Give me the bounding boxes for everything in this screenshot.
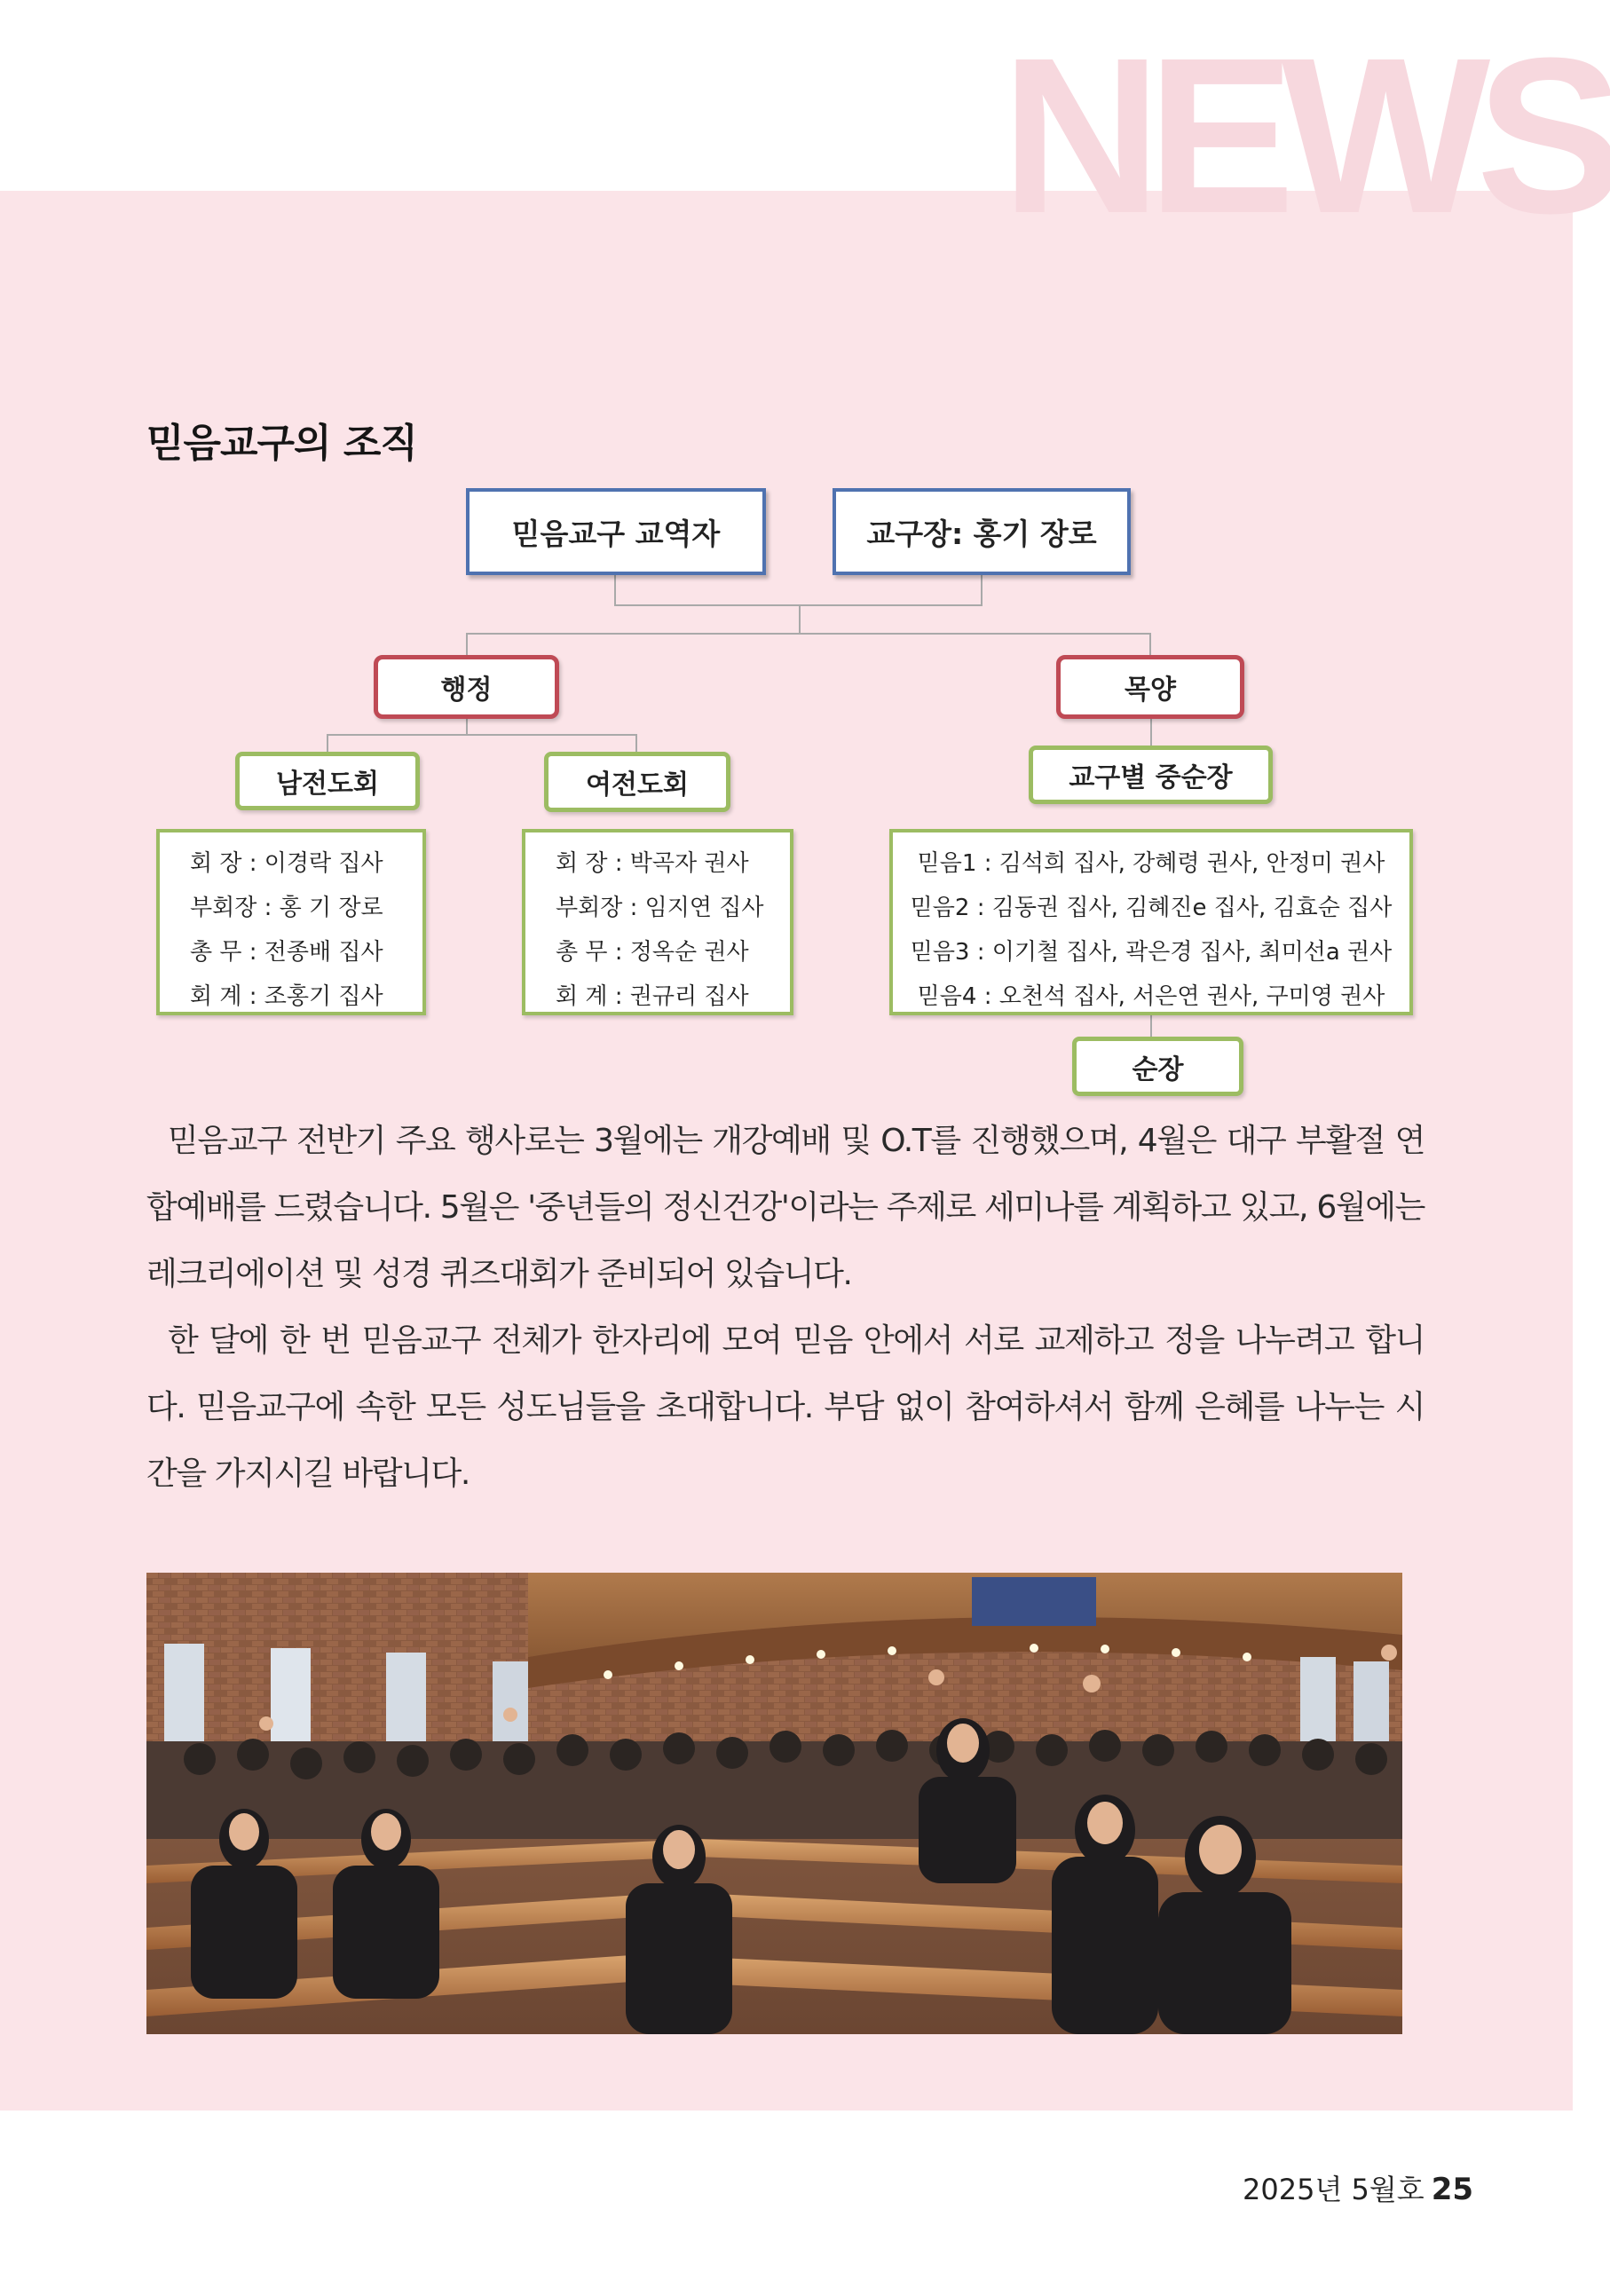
org-chart [0, 0, 1573, 1109]
connector-line [981, 575, 983, 605]
member-row: 부회장 : 홍 기 장로 [190, 895, 383, 921]
group-row: 믿음4 : 오천석 집사, 서은연 권사, 구미영 권사 [917, 983, 1385, 1010]
congregation-photo [146, 1573, 1402, 2034]
connector-line [635, 734, 637, 753]
connector-line [466, 717, 468, 735]
womens-mission-members [522, 829, 793, 1015]
womens-mission-box: 여전도회 [544, 752, 730, 812]
footer [1243, 2167, 1474, 2208]
pastor-box: 믿음교구 교역자 [466, 488, 766, 575]
cell-leader-box: 순장 [1072, 1037, 1243, 1096]
group-leaders-box: 교구별 중순장 [1029, 746, 1273, 804]
connector-line [1150, 717, 1152, 747]
member-row: 회 계 : 조홍기 집사 [190, 983, 383, 1010]
mens-mission-box: 남전도회 [235, 752, 420, 810]
photo-illustration [146, 1573, 1402, 2034]
member-row: 회 장 : 박곡자 권사 [556, 850, 749, 877]
member-row: 회 계 : 권규리 집사 [556, 983, 749, 1010]
connector-line [327, 734, 328, 753]
group-leaders-list [889, 829, 1413, 1015]
news-label: NEWS [1001, 12, 1610, 259]
member-row: 회 장 : 이경락 집사 [190, 850, 383, 877]
paragraph: 믿음교구 전반기 주요 행사로는 3월에는 개강예배 및 O.T를 진행했으며, 4월은 대구 부활절 연합예배를 드렸습니다. 5월은 '중년들의 정신건강'이라는 주제로 세미나를 계획하고 있고, 6월에는 레크리에이션 및 성경 퀴즈대회가 준비되어 있습니다. [146, 1123, 1425, 1292]
member-row: 총 무 : 정옥순 권사 [556, 939, 749, 966]
issue-label: 2025년 5월호 [1243, 2173, 1425, 2206]
section-title: 믿음교구의 조직 [146, 421, 417, 466]
mens-mission-members [156, 829, 426, 1015]
group-row: 믿음3 : 이기철 집사, 곽은경 집사, 최미선a 권사 [910, 939, 1393, 966]
member-row: 총 무 : 전종배 집사 [190, 939, 383, 966]
connector-line [1149, 633, 1151, 657]
member-row: 부회장 : 임지연 집사 [556, 895, 764, 921]
group-row: 믿음1 : 김석희 집사, 강혜령 권사, 안정미 권사 [917, 850, 1385, 877]
connector-line [614, 575, 616, 605]
connector-line [466, 633, 468, 657]
connector-line [799, 604, 801, 635]
connector-line [466, 633, 1151, 635]
pastoral-box: 목양 [1056, 655, 1244, 719]
admin-box: 행정 [374, 655, 559, 719]
connector-line [327, 734, 637, 736]
paragraph: 한 달에 한 번 믿음교구 전체가 한자리에 모여 믿음 안에서 서로 교제하고 정을 나누려고 합니다. 믿음교구에 속한 모든 성도님들을 초대합니다. 부담 없이 참여하셔서 함께 은혜를 나누는 시간을 가지시길 바랍니다. [146, 1322, 1425, 1492]
article-body [146, 1108, 1425, 1507]
group-row: 믿음2 : 김동권 집사, 김혜진e 집사, 김효순 집사 [910, 895, 1393, 921]
page-number: 25 [1431, 2172, 1474, 2207]
district-leader-box: 교구장: 홍기 장로 [833, 488, 1131, 575]
